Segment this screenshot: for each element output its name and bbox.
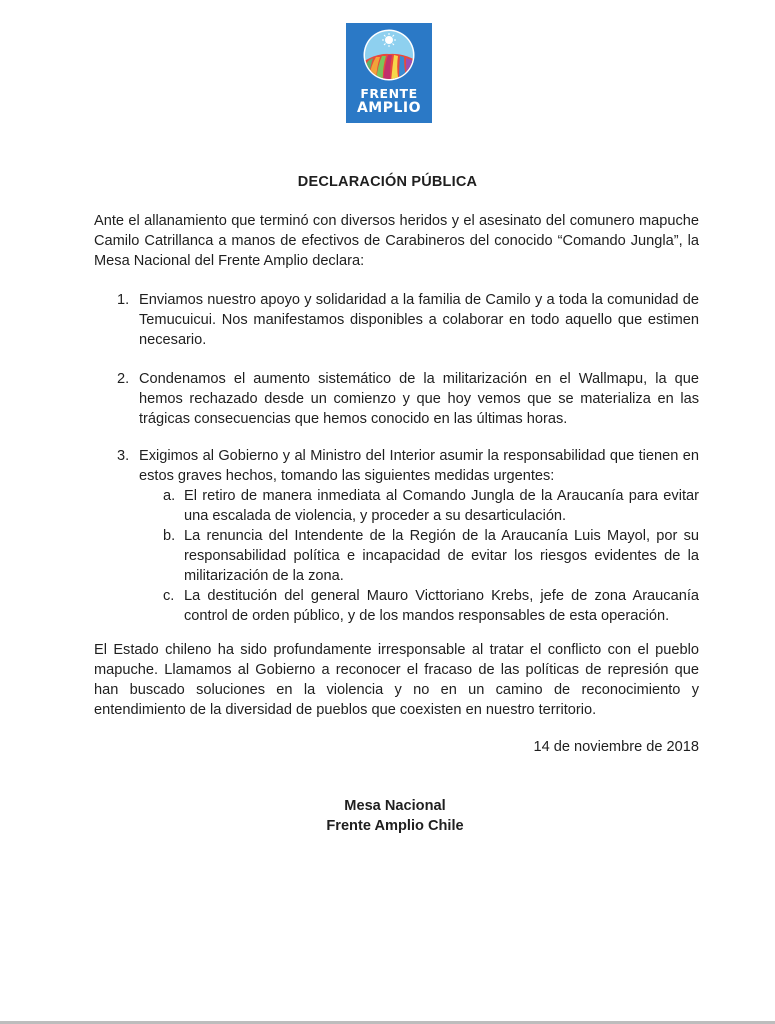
frente-amplio-logo (346, 23, 432, 123)
sub-item-text: La destitución del general Mauro Victtoriano Krebs, jefe de zona Araucanía control de orden público, y de los mandos responsables de esta operación. (184, 588, 699, 624)
list-item (117, 369, 699, 429)
document-date: 14 de noviembre de 2018 (533, 739, 699, 755)
closing-paragraph: El Estado chileno ha sido profundamente irresponsable al tratar el conflicto con el pueblo mapuche. Llamamos al Gobierno a reconocer el fracaso de las políticas de represión que han buscado soluciones en la violencia y no en un camino de reconocimiento y entendimiento de la diversidad de pueblos que coexisten en nuestro territorio. (94, 642, 699, 718)
sub-item-letter: b. (163, 528, 176, 544)
sub-list (163, 486, 699, 626)
sub-list-item-b (163, 526, 699, 586)
numbered-list-item-3 (117, 446, 699, 486)
document-title: DECLARACIÓN PÚBLICA (297, 174, 478, 190)
item-text: Enviamos nuestro apoyo y solidaridad a la familia de Camilo y a toda la comunidad de Temucuicui. Nos manifestamos disponibles a colaborar en todo aquello que estimen necesario. (139, 292, 699, 348)
sub-item-text: El retiro de manera inmediata al Comando Jungla de la Araucanía para evitar una escalada de violencia, y proceder a su desarticulación. (184, 488, 699, 524)
item-number: 3. (117, 448, 130, 464)
logo-text-line1: FRENTE (360, 86, 418, 101)
sub-list-item-c (163, 586, 699, 626)
numbered-list-item-2 (117, 369, 699, 429)
sub-item-letter: c. (163, 588, 175, 604)
signature-line1: Mesa Nacional (344, 798, 446, 814)
item-number: 1. (117, 292, 130, 308)
signature-line2: Frente Amplio Chile (326, 818, 464, 834)
list-item (117, 290, 699, 350)
numbered-list-item-1 (117, 290, 699, 350)
sub-list-item-a (163, 486, 699, 526)
intro-paragraph: Ante el allanamiento que terminó con diversos heridos y el asesinato del comunero mapuche Camilo Catrillanca a manos de efectivos de Carabineros del conocido “Comando Jungla”, la Mesa Nacional del Frente Amplio declara: (94, 213, 699, 269)
logo-text-line2: AMPLIO (356, 100, 422, 116)
item-text: Exigimos al Gobierno y al Ministro del Interior asumir la responsabilidad que tienen en estos graves hechos, tomando las siguientes medidas urgentes: (139, 448, 699, 484)
item-number: 2. (117, 371, 130, 387)
item-text: Condenamos el aumento sistemático de la militarización en el Wallmapu, la que hemos rechazado desde un comienzo y que hoy vemos que se materializa en las trágicas consecuencias que hemos conocido en las últimas horas. (139, 371, 699, 427)
sub-item-letter: a. (163, 488, 176, 504)
signature-block (0, 796, 775, 836)
sub-item-text: La renuncia del Intendente de la Región de la Araucanía Luis Mayol, por su responsabilidad política e incapacidad de evitar los riesgos evidentes de la militarización de la zona. (184, 528, 699, 584)
list-item (117, 446, 699, 486)
